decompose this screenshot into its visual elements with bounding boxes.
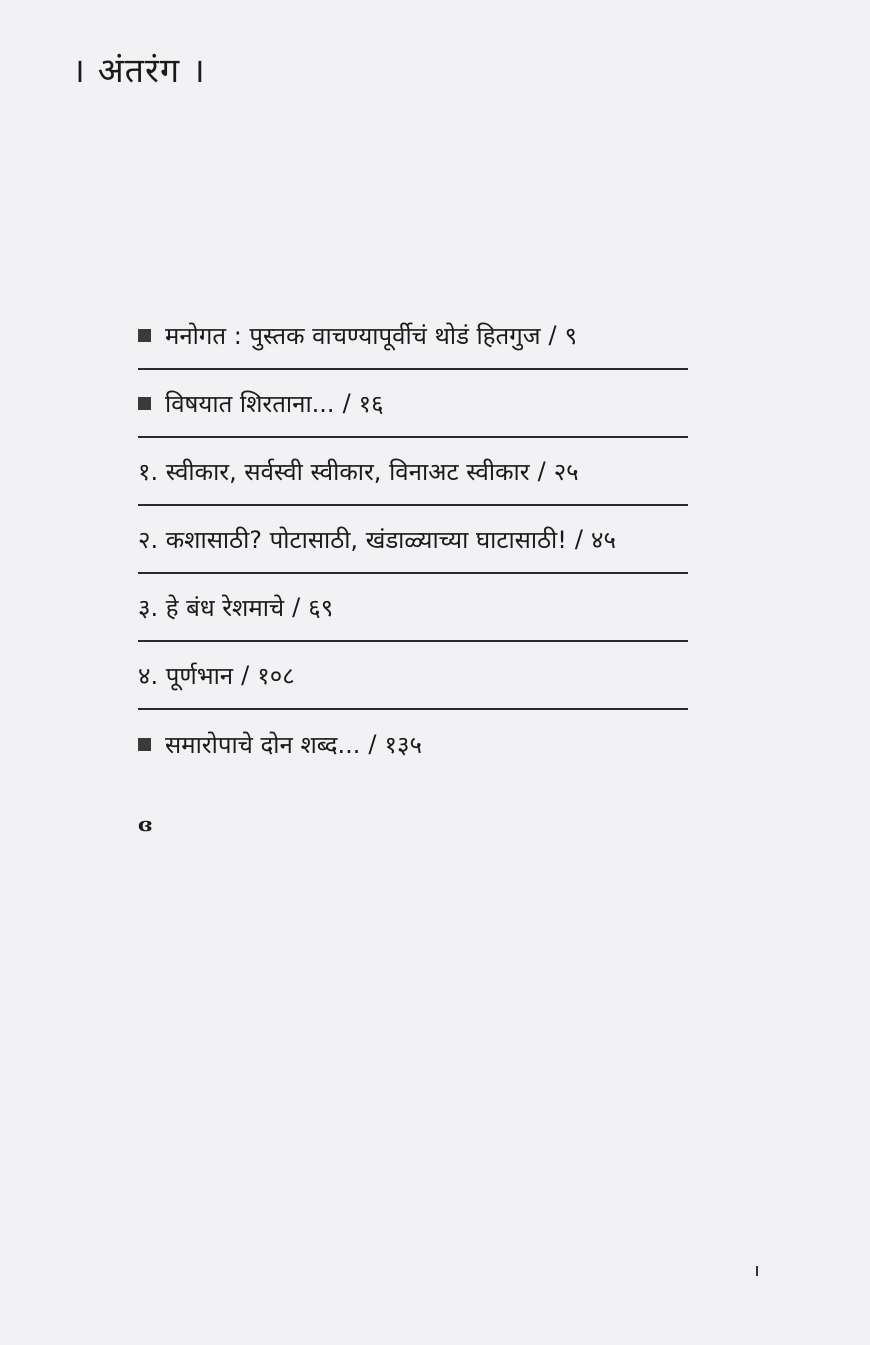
toc-entry-chapter-4 <box>138 642 688 710</box>
square-bullet-icon <box>138 738 151 751</box>
toc-entry-separator: / <box>342 389 351 417</box>
toc-entry-conclusion <box>138 710 688 778</box>
table-of-contents <box>138 302 688 778</box>
toc-entry-separator: / <box>241 661 250 689</box>
page-title: । अंतरंग । <box>72 51 206 91</box>
ornament-icon: ɞ <box>138 812 153 836</box>
toc-entry-page: २५ <box>553 457 579 486</box>
square-bullet-icon <box>138 329 151 342</box>
toc-entry-page: १६ <box>358 389 384 418</box>
toc-entry-page: १०८ <box>257 661 295 690</box>
toc-entry-title: विषयात शिरताना... <box>165 389 335 418</box>
toc-entry-page: ९ <box>564 321 578 350</box>
toc-entry-page: १३५ <box>384 730 422 759</box>
toc-entry-page: ६९ <box>308 593 334 622</box>
toc-entry-title: १. स्वीकार, सर्वस्वी स्वीकार, विनाअट स्वीकार <box>138 457 530 486</box>
toc-entry-title: ३. हे बंध रेशमाचे <box>138 593 285 622</box>
toc-entry-preface <box>138 302 688 370</box>
toc-entry-separator: / <box>537 457 546 485</box>
toc-entry-chapter-2 <box>138 506 688 574</box>
toc-entry-title: समारोपाचे दोन शब्द... <box>165 730 361 759</box>
toc-entry-title: २. कशासाठी? पोटासाठी, खंडाळ्याच्या घाटासाठी! <box>138 525 567 554</box>
toc-entry-chapter-1 <box>138 438 688 506</box>
toc-entry-separator: / <box>292 593 301 621</box>
toc-entry-title: ४. पूर्णभान <box>138 661 234 690</box>
print-speck <box>756 1266 758 1276</box>
toc-entry-separator: / <box>548 321 557 349</box>
square-bullet-icon <box>138 397 151 410</box>
toc-entry-title: मनोगत : पुस्तक वाचण्यापूर्वीचं थोडं हितगुज <box>165 321 541 350</box>
toc-entry-page: ४५ <box>590 525 616 554</box>
toc-entry-chapter-3 <box>138 574 688 642</box>
toc-entry-separator: / <box>368 730 377 758</box>
toc-entry-separator: / <box>574 525 583 553</box>
toc-entry-introduction <box>138 370 688 438</box>
